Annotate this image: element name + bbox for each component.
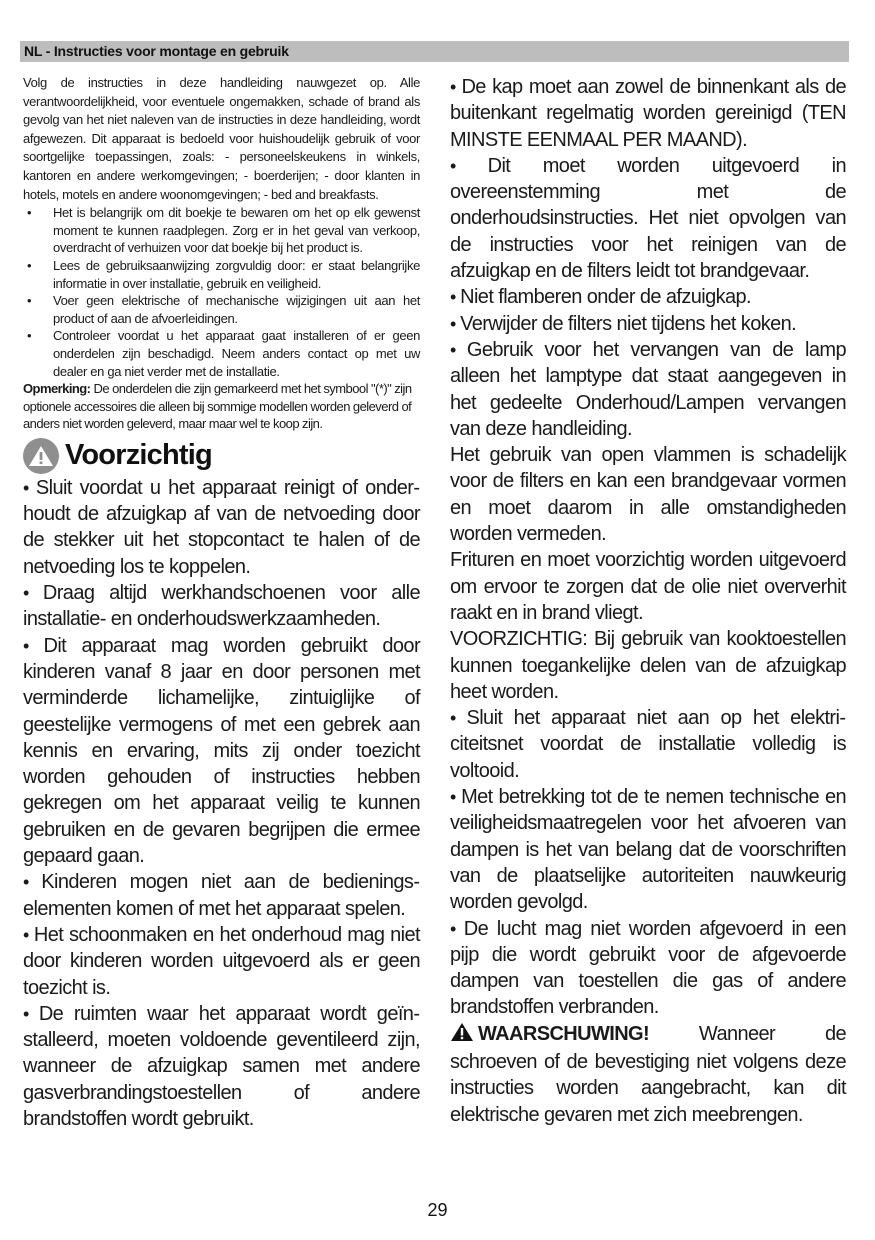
caution-paragraph: • Draag altijd werkhandschoenen voor alle installatie- en onderhoudswerkzaamheden. [23, 580, 420, 633]
caution-paragraph: • Dit apparaat mag worden gebruikt door kinderen vanaf 8 jaar en door personen met verminderde lichamelijke, zintuiglijke of geestelijke vermogens of met een gebrek aan kennis en ervaring, mits zij onder toezicht worden gehouden of instructies hebben gekregen om het apparaat veilig te kunnen gebruiken en de gevaren begrijpen die ermee gepaard gaan. [23, 633, 420, 870]
page-number: 29 [427, 1200, 448, 1220]
note-paragraph [23, 380, 420, 433]
safety-paragraph: • De kap moet aan zowel de binnenkant als de buitenkant regelmatig worden gereinigd (TEN MINSTE EENMAAL PER MAAND). [450, 74, 846, 153]
left-column [23, 74, 420, 1132]
warning-icon [23, 438, 59, 474]
caution-heading [23, 439, 420, 473]
safety-paragraph: • Met betrekking tot de te nemen technische en veiligheidsmaatregelen voor het afvoeren van dampen is het van belang dat de voorschriften van de plaatselijke autoriteiten nauwkeurig worden gevolgd. [450, 784, 846, 915]
warning-triangle-icon [450, 1022, 474, 1049]
list-item: • Controleer voordat u het apparaat gaat installeren of er geen onderdelen zijn beschadigd. Neem anders contact op met uw dealer en ga niet verder met de installatie. [23, 327, 420, 380]
note-label: Opmerking: [23, 381, 91, 397]
right-column [450, 74, 846, 1128]
warning-paragraph [450, 1021, 846, 1128]
safety-paragraph: Frituren en moet voorzichtig worden uitgevoerd om ervoor te zorgen dat de olie niet oververhit raakt en in brand vliegt. [450, 549, 846, 624]
caution-paragraph: • De ruimten waar het apparaat wordt geïnstalleerd, moeten voldoende geventileerd zijn, wanneer de afzuigkap samen met andere gasverbrandingstoestellen of andere brandstoffen wordt gebruikt. [23, 1001, 420, 1132]
safety-paragraph: VOORZICHTIG: Bij gebruik van kooktoestellen kunnen toegankelijke delen van de afzuigkap heet worden. [450, 628, 846, 703]
caution-paragraph: • Kinderen mogen niet aan de bedieningselementen komen of met het apparaat spelen. [23, 869, 420, 922]
list-item: • Het is belangrijk om dit boekje te bewaren om het op elk gewenst moment te kunnen raadplegen. Zorg er in het geval van verkoop, overdracht of verhuizen voor dat boekje bij het product is. [23, 204, 420, 257]
list-item: • Voer geen elektrische of mechanische wijzigingen uit aan het product of aan de afvoerleidingen. [23, 292, 420, 327]
caution-paragraph: • Sluit voordat u het apparaat reinigt of onderhoudt de afzuigkap af van de netvoeding door de stekker uit het stopcontact te halen of de netvoeding los te koppelen. [23, 475, 420, 580]
caution-paragraph: • Het schoonmaken en het onderhoud mag niet door kinderen worden uitgevoerd als er geen toezicht is. [23, 922, 420, 1001]
caution-title: Voorzichtig [65, 439, 212, 472]
safety-paragraph: • Sluit het apparaat niet aan op het elektriciteitsnet voordat de installatie volledig is voltooid. [450, 705, 846, 784]
safety-paragraph: • Niet flamberen onder de afzuigkap. [450, 284, 846, 310]
safety-paragraph: • Gebruik voor het vervangen van de lamp alleen het lamptype dat staat aangegeven in het gedeelte Onderhoud/Lampen vervangen van deze handleiding. [450, 337, 846, 442]
intro-paragraph: Volg de instructies in deze handleiding nauwgezet op. Alle verantwoordelijkheid, voor eventuele ongemakken, schade of brand als gevolg van het niet naleven van de instructies in deze handleiding, wordt afgewezen. Dit apparaat is bedoeld voor huishoudelijk gebruik of voor soortgelijke toepassingen, zoals: - personeelskeukens in winkels, kantoren en andere werkomgevingen; - boerderijen; - door klanten in hotels, motels en andere woonomgevingen; - bed and breakfasts. [23, 75, 420, 202]
safety-paragraph: • Dit moet worden uitgevoerd in overeenstemming met de onderhoudsinstructies. Het niet opvolgen van de instructies voor het reinigen van de afzuigkap en de filters leidt tot brandgevaar. [450, 153, 846, 284]
note-text: De onderdelen die zijn gemarkeerd met het symbool "(*)" zijn optionele accessoires die alleen bij sommige modellen worden geleverd of anders niet worden geleverd, maar maar wel te koop zijn. [23, 381, 412, 432]
warning-label: WAARSCHUWING! [478, 1022, 650, 1045]
safety-paragraph: Het gebruik van open vlammen is schadelijk voor de filters en kan een brandgevaar vormen en moet daarom in alle omstandigheden worden vermeden. [450, 444, 846, 546]
section-title: NL - Instructies voor montage en gebruik [24, 43, 289, 59]
list-item: • Lees de gebruiksaanwijzing zorgvuldig door: er staat belangrijke informatie in over installatie, gebruik en veiligheid. [23, 257, 420, 292]
warning-text: Wanneer de schroeven of de bevestiging niet volgens deze instructies worden aangebracht, kan dit elektrische gevaren met zich meebrengen. [450, 1022, 846, 1126]
section-header-bar [20, 41, 849, 62]
general-bullet-list [23, 204, 420, 380]
safety-paragraph: • Verwijder de filters niet tijdens het koken. [450, 311, 846, 337]
safety-paragraph: • De lucht mag niet worden afgevoerd in een pijp die wordt gebruikt voor de afgevoerde dampen van toestellen die gas of andere brandstoffen verbranden. [450, 916, 846, 1021]
